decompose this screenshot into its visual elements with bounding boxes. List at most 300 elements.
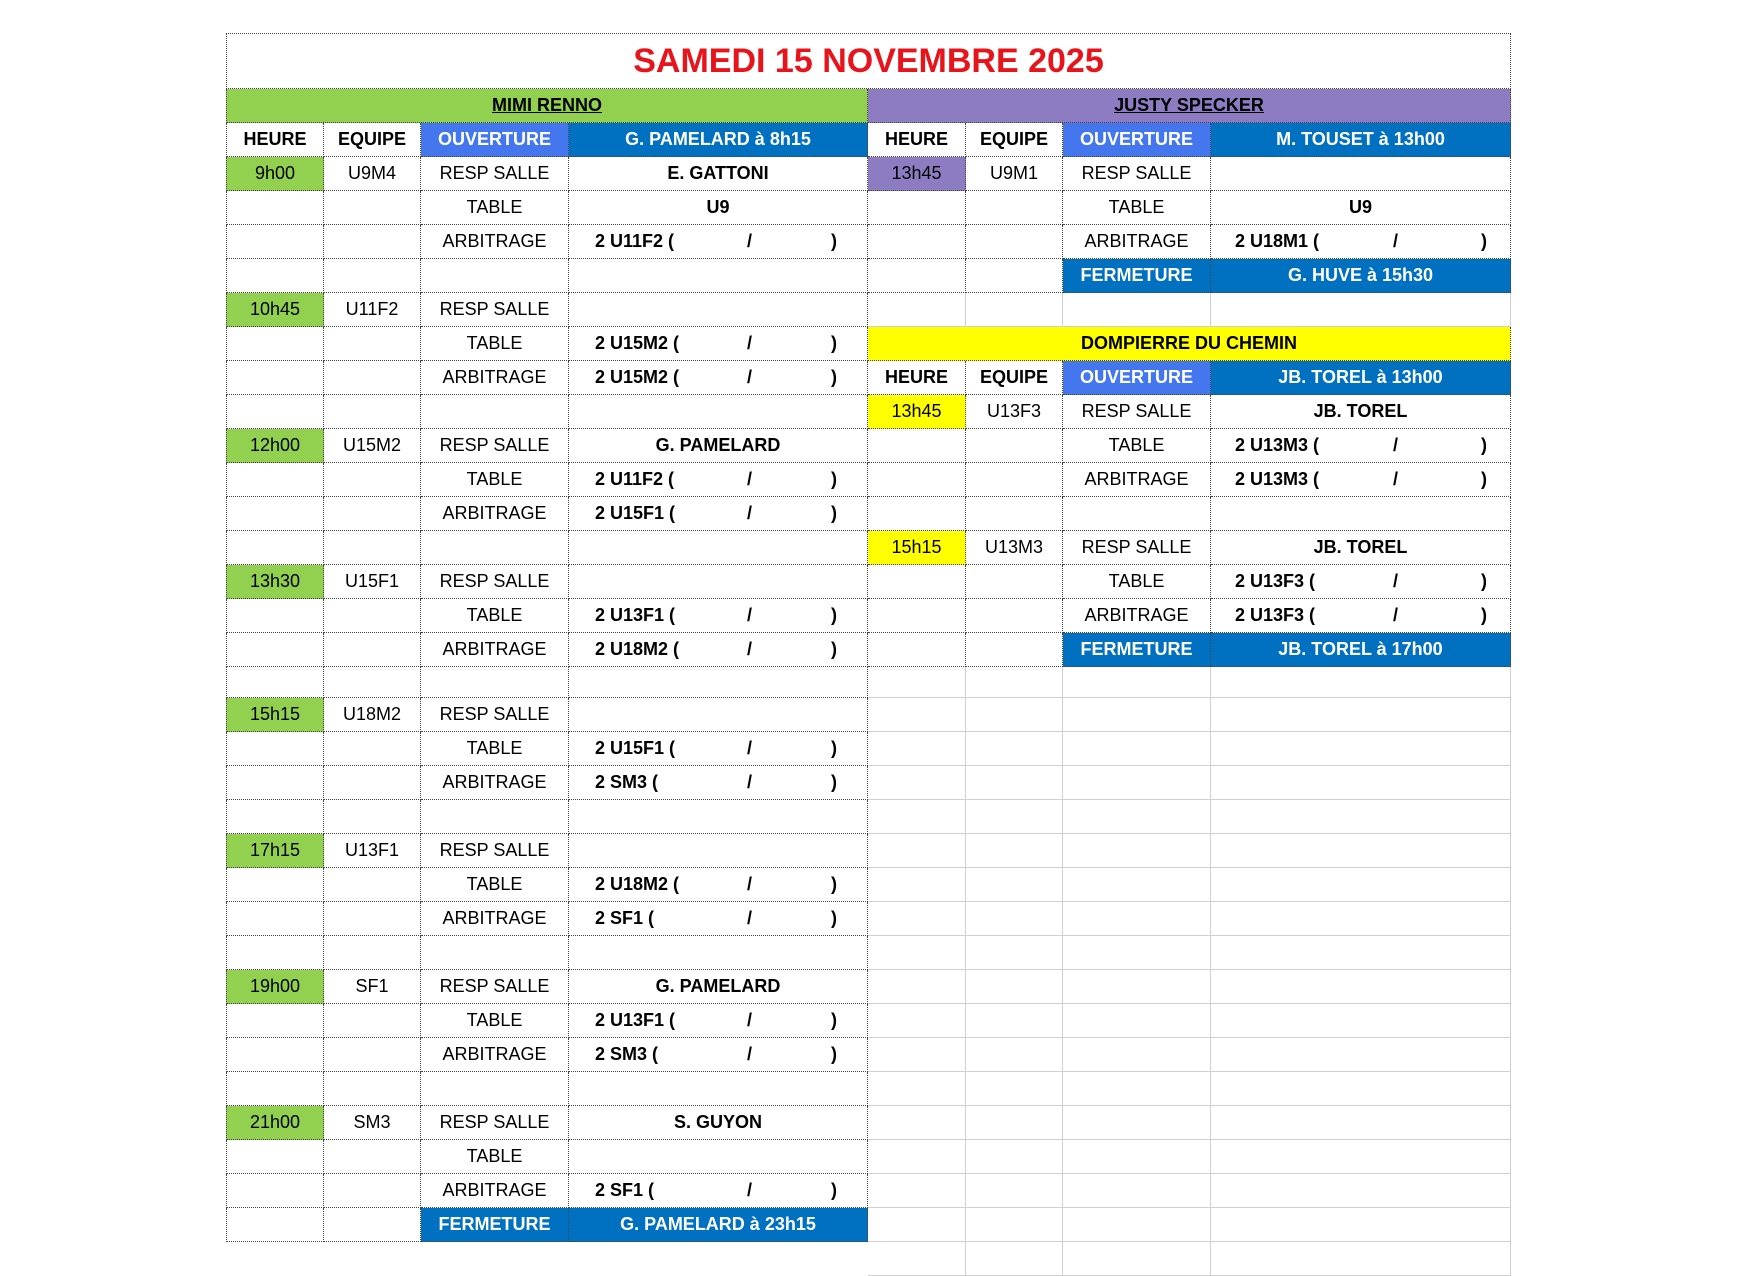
slot-team: 2 SM3 (	[595, 772, 659, 792]
role-resp-salle: RESP SALLE	[421, 429, 569, 463]
empty-cell	[966, 191, 1063, 225]
empty-cell	[421, 800, 569, 834]
empty-cell	[966, 599, 1063, 633]
table-value	[1211, 565, 1511, 599]
role-table: TABLE	[421, 191, 569, 225]
slot-close-paren: )	[831, 738, 837, 758]
role-arbitrage: ARBITRAGE	[421, 1038, 569, 1072]
match-time: 15h15	[226, 698, 324, 732]
empty-cell	[868, 463, 966, 497]
empty-cell	[1063, 1242, 1211, 1276]
empty-cell	[324, 1038, 421, 1072]
empty-cell	[324, 1208, 421, 1242]
resp-salle-value: E. GATTONI	[569, 157, 868, 191]
slot-slash: /	[1393, 571, 1399, 591]
empty-cell	[1063, 293, 1211, 327]
empty-cell	[1211, 1208, 1511, 1242]
match-team: SF1	[324, 970, 421, 1004]
empty-cell	[966, 868, 1063, 902]
slot-close-paren: )	[831, 908, 837, 928]
empty-cell	[966, 902, 1063, 936]
fermeture-value: G. HUVE à 15h30	[1211, 259, 1511, 293]
col-ouverture: OUVERTURE	[1063, 123, 1211, 157]
empty-cell	[966, 800, 1063, 834]
match-time: 13h45	[868, 395, 966, 429]
empty-cell	[324, 327, 421, 361]
empty-cell	[966, 225, 1063, 259]
role-table: TABLE	[421, 327, 569, 361]
role-table: TABLE	[421, 732, 569, 766]
resp-salle-value	[1211, 157, 1511, 191]
role-resp-salle: RESP SALLE	[1063, 157, 1211, 191]
match-time: 21h00	[226, 1106, 324, 1140]
empty-cell	[966, 565, 1063, 599]
empty-cell	[966, 970, 1063, 1004]
empty-cell	[1211, 1072, 1511, 1106]
slot-close-paren: )	[831, 333, 837, 353]
col-fermeture: FERMETURE	[1063, 259, 1211, 293]
slot-team: 2 U15F1 (	[595, 738, 676, 758]
empty-cell	[1063, 834, 1211, 868]
match-team: U13F1	[324, 834, 421, 868]
empty-cell	[868, 293, 966, 327]
empty-cell	[569, 800, 868, 834]
role-resp-salle: RESP SALLE	[1063, 531, 1211, 565]
empty-cell	[1063, 800, 1211, 834]
empty-cell	[226, 902, 324, 936]
empty-cell	[1211, 1004, 1511, 1038]
empty-cell	[1211, 1174, 1511, 1208]
role-table: TABLE	[1063, 191, 1211, 225]
slot-slash: /	[747, 908, 753, 928]
empty-cell	[1063, 667, 1211, 698]
empty-cell	[868, 1174, 966, 1208]
empty-cell	[421, 1072, 569, 1106]
role-arbitrage: ARBITRAGE	[421, 766, 569, 800]
empty-cell	[226, 1208, 324, 1242]
empty-cell	[868, 970, 966, 1004]
empty-cell	[1211, 698, 1511, 732]
role-arbitrage: ARBITRAGE	[421, 1174, 569, 1208]
empty-cell	[421, 936, 569, 970]
role-arbitrage: ARBITRAGE	[1063, 225, 1211, 259]
slot-slash: /	[747, 1180, 753, 1200]
slot-team: 2 U15F1 (	[595, 503, 676, 523]
empty-cell	[324, 191, 421, 225]
slot-team: 2 SF1 (	[595, 908, 655, 928]
slot-team: 2 U13M3 (	[1235, 469, 1320, 489]
slot-slash: /	[747, 503, 753, 523]
slot-slash: /	[1393, 231, 1399, 251]
col-fermeture: FERMETURE	[1063, 633, 1211, 667]
empty-cell	[226, 1140, 324, 1174]
empty-cell	[324, 936, 421, 970]
venue-justy-specker: JUSTY SPECKER	[868, 89, 1511, 123]
slot-slash: /	[1393, 469, 1399, 489]
slot-team: 2 U11F2 (	[595, 231, 675, 251]
col-heure: HEURE	[226, 123, 324, 157]
empty-cell	[966, 698, 1063, 732]
fermeture-value: G. PAMELARD à 23h15	[569, 1208, 868, 1242]
arbitrage-value	[569, 766, 868, 800]
fermeture-value: JB. TOREL à 17h00	[1211, 633, 1511, 667]
table-value	[569, 599, 868, 633]
empty-cell	[226, 1174, 324, 1208]
match-time: 13h45	[868, 157, 966, 191]
empty-cell	[226, 599, 324, 633]
slot-close-paren: )	[1481, 571, 1487, 591]
role-arbitrage: ARBITRAGE	[421, 497, 569, 531]
empty-cell	[324, 599, 421, 633]
slot-close-paren: )	[831, 367, 837, 387]
table-value	[569, 1004, 868, 1038]
empty-cell	[1063, 732, 1211, 766]
empty-cell	[226, 766, 324, 800]
empty-cell	[324, 1004, 421, 1038]
empty-cell	[1211, 936, 1511, 970]
empty-cell	[1063, 497, 1211, 531]
empty-cell	[324, 1072, 421, 1106]
empty-cell	[226, 868, 324, 902]
empty-cell	[226, 259, 324, 293]
resp-salle-value: G. PAMELARD	[569, 970, 868, 1004]
empty-cell	[569, 395, 868, 429]
empty-cell	[868, 698, 966, 732]
arbitrage-value	[1211, 599, 1511, 633]
role-table: TABLE	[1063, 565, 1211, 599]
resp-salle-value	[569, 565, 868, 599]
match-time: 13h30	[226, 565, 324, 599]
match-team: U18M2	[324, 698, 421, 732]
empty-cell	[226, 327, 324, 361]
empty-cell	[868, 497, 966, 531]
slot-team: 2 SM3 (	[595, 1044, 659, 1064]
empty-cell	[868, 1038, 966, 1072]
empty-cell	[324, 395, 421, 429]
empty-cell	[1211, 293, 1511, 327]
role-table: TABLE	[421, 1004, 569, 1038]
empty-cell	[1063, 1004, 1211, 1038]
empty-cell	[226, 1072, 324, 1106]
ouverture-value: G. PAMELARD à 8h15	[569, 123, 868, 157]
arbitrage-value	[569, 1174, 868, 1208]
slot-slash: /	[747, 333, 753, 353]
empty-cell	[966, 463, 1063, 497]
slot-slash: /	[747, 874, 753, 894]
empty-cell	[966, 766, 1063, 800]
slot-slash: /	[747, 367, 753, 387]
empty-cell	[1211, 497, 1511, 531]
empty-cell	[966, 1208, 1063, 1242]
empty-cell	[569, 531, 868, 565]
match-time: 10h45	[226, 293, 324, 327]
empty-cell	[966, 633, 1063, 667]
empty-cell	[966, 429, 1063, 463]
table-value	[569, 327, 868, 361]
empty-cell	[1063, 698, 1211, 732]
slot-team: 2 U18M1 (	[1235, 231, 1320, 251]
empty-cell	[966, 1174, 1063, 1208]
role-table: TABLE	[421, 599, 569, 633]
empty-cell	[868, 800, 966, 834]
empty-cell	[226, 732, 324, 766]
empty-cell	[1063, 902, 1211, 936]
match-time: 15h15	[868, 531, 966, 565]
slot-close-paren: )	[831, 1180, 837, 1200]
slot-close-paren: )	[831, 503, 837, 523]
col-ouverture: OUVERTURE	[1063, 361, 1211, 395]
empty-cell	[226, 531, 324, 565]
table-value	[569, 732, 868, 766]
role-arbitrage: ARBITRAGE	[1063, 599, 1211, 633]
match-team: U15M2	[324, 429, 421, 463]
slot-slash: /	[747, 639, 753, 659]
empty-cell	[868, 565, 966, 599]
arbitrage-value	[569, 1038, 868, 1072]
role-resp-salle: RESP SALLE	[421, 565, 569, 599]
empty-cell	[1063, 1106, 1211, 1140]
empty-cell	[868, 225, 966, 259]
arbitrage-value	[569, 497, 868, 531]
slot-team: 2 U11F2 (	[595, 469, 675, 489]
slot-team: 2 U13F1 (	[595, 605, 676, 625]
table-value: U9	[1211, 191, 1511, 225]
slot-team: 2 U18M2 (	[595, 874, 680, 894]
role-arbitrage: ARBITRAGE	[421, 361, 569, 395]
slot-team: 2 U15M2 (	[595, 333, 680, 353]
empty-cell	[1211, 834, 1511, 868]
col-heure: HEURE	[868, 123, 966, 157]
empty-cell	[1211, 1242, 1511, 1276]
slot-team: 2 U18M2 (	[595, 639, 680, 659]
empty-cell	[324, 902, 421, 936]
slot-slash: /	[747, 738, 753, 758]
empty-cell	[324, 667, 421, 698]
empty-cell	[966, 1242, 1063, 1276]
slot-slash: /	[747, 1044, 753, 1064]
empty-cell	[324, 463, 421, 497]
slot-close-paren: )	[831, 469, 837, 489]
empty-cell	[966, 1072, 1063, 1106]
empty-cell	[226, 1004, 324, 1038]
empty-cell	[1211, 868, 1511, 902]
slot-close-paren: )	[831, 1010, 837, 1030]
role-resp-salle: RESP SALLE	[421, 293, 569, 327]
empty-cell	[966, 1038, 1063, 1072]
slot-close-paren: )	[831, 1044, 837, 1064]
slot-slash: /	[1393, 435, 1399, 455]
empty-cell	[1211, 1140, 1511, 1174]
match-time: 19h00	[226, 970, 324, 1004]
empty-cell	[868, 868, 966, 902]
role-resp-salle: RESP SALLE	[421, 1106, 569, 1140]
empty-cell	[966, 1140, 1063, 1174]
match-time: 9h00	[226, 157, 324, 191]
slot-close-paren: )	[1481, 435, 1487, 455]
table-value	[569, 1140, 868, 1174]
empty-cell	[226, 497, 324, 531]
slot-team: 2 SF1 (	[595, 1180, 655, 1200]
col-fermeture: FERMETURE	[421, 1208, 569, 1242]
empty-cell	[324, 531, 421, 565]
match-team: U9M4	[324, 157, 421, 191]
col-equipe: EQUIPE	[966, 123, 1063, 157]
match-team: U15F1	[324, 565, 421, 599]
role-resp-salle: RESP SALLE	[421, 970, 569, 1004]
col-equipe: EQUIPE	[966, 361, 1063, 395]
match-team: U13M3	[966, 531, 1063, 565]
arbitrage-value	[1211, 225, 1511, 259]
empty-cell	[1063, 936, 1211, 970]
empty-cell	[569, 1072, 868, 1106]
slot-team: 2 U13F3 (	[1235, 605, 1316, 625]
empty-cell	[868, 902, 966, 936]
empty-cell	[868, 834, 966, 868]
resp-salle-value	[569, 698, 868, 732]
empty-cell	[868, 1242, 966, 1276]
empty-cell	[324, 1140, 421, 1174]
slot-close-paren: )	[831, 772, 837, 792]
ouverture-value: M. TOUSET à 13h00	[1211, 123, 1511, 157]
empty-cell	[966, 1004, 1063, 1038]
slot-close-paren: )	[1481, 469, 1487, 489]
empty-cell	[324, 766, 421, 800]
resp-salle-value: G. PAMELARD	[569, 429, 868, 463]
empty-cell	[421, 667, 569, 698]
empty-cell	[324, 732, 421, 766]
empty-cell	[1211, 766, 1511, 800]
empty-cell	[226, 191, 324, 225]
slot-close-paren: )	[831, 231, 837, 251]
table-value: U9	[569, 191, 868, 225]
empty-cell	[868, 667, 966, 698]
schedule-sheet	[226, 33, 1511, 1233]
role-table: TABLE	[421, 868, 569, 902]
empty-cell	[324, 1174, 421, 1208]
empty-cell	[569, 936, 868, 970]
empty-cell	[966, 293, 1063, 327]
empty-cell	[868, 599, 966, 633]
empty-cell	[868, 259, 966, 293]
match-team: SM3	[324, 1106, 421, 1140]
empty-cell	[226, 361, 324, 395]
table-value	[569, 868, 868, 902]
empty-cell	[966, 936, 1063, 970]
empty-cell	[569, 667, 868, 698]
role-table: TABLE	[1063, 429, 1211, 463]
empty-cell	[421, 531, 569, 565]
slot-slash: /	[747, 1010, 753, 1030]
role-resp-salle: RESP SALLE	[1063, 395, 1211, 429]
ouverture-value: JB. TOREL à 13h00	[1211, 361, 1511, 395]
empty-cell	[868, 732, 966, 766]
arbitrage-value	[569, 225, 868, 259]
empty-cell	[226, 800, 324, 834]
empty-cell	[569, 259, 868, 293]
empty-cell	[868, 1140, 966, 1174]
match-time: 17h15	[226, 834, 324, 868]
empty-cell	[226, 1038, 324, 1072]
empty-cell	[324, 225, 421, 259]
empty-cell	[966, 667, 1063, 698]
empty-cell	[1063, 1038, 1211, 1072]
role-arbitrage: ARBITRAGE	[421, 633, 569, 667]
empty-cell	[324, 868, 421, 902]
empty-cell	[226, 463, 324, 497]
empty-cell	[324, 361, 421, 395]
slot-close-paren: )	[831, 874, 837, 894]
resp-salle-value: S. GUYON	[569, 1106, 868, 1140]
table-value	[1211, 429, 1511, 463]
arbitrage-value	[569, 361, 868, 395]
empty-cell	[966, 1106, 1063, 1140]
slot-slash: /	[747, 605, 753, 625]
empty-cell	[868, 1208, 966, 1242]
col-ouverture: OUVERTURE	[421, 123, 569, 157]
empty-cell	[868, 1004, 966, 1038]
match-time: 12h00	[226, 429, 324, 463]
slot-team: 2 U13M3 (	[1235, 435, 1320, 455]
slot-close-paren: )	[1481, 231, 1487, 251]
role-resp-salle: RESP SALLE	[421, 698, 569, 732]
empty-cell	[1063, 868, 1211, 902]
col-equipe: EQUIPE	[324, 123, 421, 157]
venue-mimi-renno: MIMI RENNO	[226, 89, 868, 123]
empty-cell	[868, 191, 966, 225]
empty-cell	[1063, 1140, 1211, 1174]
slot-slash: /	[747, 231, 753, 251]
empty-cell	[1063, 1208, 1211, 1242]
empty-cell	[421, 259, 569, 293]
empty-cell	[421, 395, 569, 429]
role-table: TABLE	[421, 1140, 569, 1174]
role-resp-salle: RESP SALLE	[421, 157, 569, 191]
empty-cell	[1063, 970, 1211, 1004]
empty-cell	[226, 633, 324, 667]
match-team: U9M1	[966, 157, 1063, 191]
arbitrage-value	[569, 902, 868, 936]
resp-salle-value	[569, 293, 868, 327]
empty-cell	[868, 429, 966, 463]
page-title: SAMEDI 15 NOVEMBRE 2025	[226, 33, 1511, 89]
empty-cell	[1211, 1038, 1511, 1072]
slot-close-paren: )	[1481, 605, 1487, 625]
col-heure: HEURE	[868, 361, 966, 395]
arbitrage-value	[569, 633, 868, 667]
role-arbitrage: ARBITRAGE	[421, 902, 569, 936]
slot-team: 2 U15M2 (	[595, 367, 680, 387]
table-value	[569, 463, 868, 497]
resp-salle-value	[569, 834, 868, 868]
role-arbitrage: ARBITRAGE	[421, 225, 569, 259]
resp-salle-value: JB. TOREL	[1211, 531, 1511, 565]
empty-cell	[226, 395, 324, 429]
empty-cell	[1211, 1106, 1511, 1140]
empty-cell	[1211, 902, 1511, 936]
empty-cell	[868, 766, 966, 800]
empty-cell	[324, 497, 421, 531]
empty-cell	[966, 834, 1063, 868]
slot-close-paren: )	[831, 605, 837, 625]
match-team: U11F2	[324, 293, 421, 327]
slot-slash: /	[1393, 605, 1399, 625]
empty-cell	[966, 259, 1063, 293]
arbitrage-value	[1211, 463, 1511, 497]
empty-cell	[324, 633, 421, 667]
role-table: TABLE	[421, 463, 569, 497]
role-arbitrage: ARBITRAGE	[1063, 463, 1211, 497]
empty-cell	[868, 633, 966, 667]
